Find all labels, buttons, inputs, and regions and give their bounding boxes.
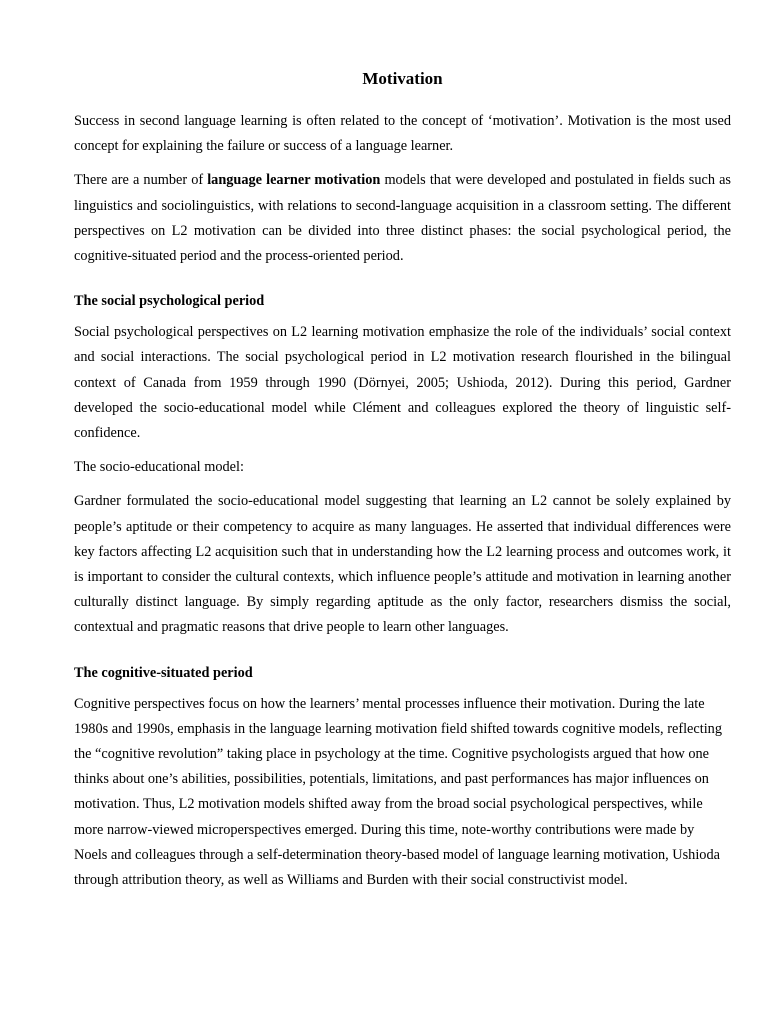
section-heading-cognitive-situated: The cognitive-situated period xyxy=(74,664,253,681)
intro-paragraph-2-end: models that were developed and postulated in fields such as linguistics and sociolinguistics, with relations to second-language acquisition in a classroom setting. The different perspectives on L2 motivation can be divided into three distinct phases: the social psychological period, the cognitive-situated period and the process-oriented period. xyxy=(74,172,731,265)
cognitive-situated-paragraph: Cognitive perspectives focus on how the learners’ mental processes influence their motivation. During the late 1980s and 1990s, emphasis in the language learning motivation field shifted towards cognitive models, reflecting the “cognitive revolution” taking place in psychology at the time. Cognitive psychologists argued that how one thinks about one’s abilities, possibilities, potentials, limitations, and past performances has major influences on motivation. Thus, L2 motivation models shifted away from the broad social psychological perspectives, while more narrow-viewed microperspectives emerged. During this time, note-worthy contributions were made by Noels and colleagues through a self-determination theory-based model of language learning motivation, Ushioda through attribution theory, as well as Williams and Burden with their social constructivist model. xyxy=(74,695,722,889)
intro-paragraph-2-bold-term: language learner motivation xyxy=(207,172,381,189)
intro-paragraph-2-start: There are a number of xyxy=(74,172,208,189)
intro-paragraph-2 xyxy=(74,168,731,269)
document-title: Motivation xyxy=(362,69,443,88)
intro-paragraph-1: Success in second language learning is often related to the concept of ‘motivation’. Motivation is the most used concept for explaining the failure or success of a language learner. xyxy=(74,113,731,155)
document-page xyxy=(74,66,731,902)
social-psychological-paragraph: Social psychological perspectives on L2 learning motivation emphasize the role of the individuals’ social context and social interactions. The social psychological period in L2 motivation research flourished in the bilingual context of Canada from 1959 through 1990 (Dörnyei, 2005; Ushioda, 2012). During this period, Gardner developed the socio-educational model while Clément and colleagues explored the theory of linguistic self-confidence. xyxy=(74,324,731,442)
socio-educational-paragraph: Gardner formulated the socio-educational model suggesting that learning an L2 cannot be solely explained by people’s aptitude or their competency to acquire as many languages. He asserted that individual differences were key factors affecting L2 acquisition such that in understanding how the L2 learning process and outcomes work, it is important to consider the cultural contexts, which influence people’s attitude and motivation in learning another culturally distinct language. By simply regarding aptitude as the only factor, researchers dismiss the social, contextual and pragmatic reasons that drive people to learn other languages. xyxy=(74,493,731,636)
socio-educational-label: The socio-educational model: xyxy=(74,459,244,476)
section-heading-social-psychological: The social psychological period xyxy=(74,293,265,310)
